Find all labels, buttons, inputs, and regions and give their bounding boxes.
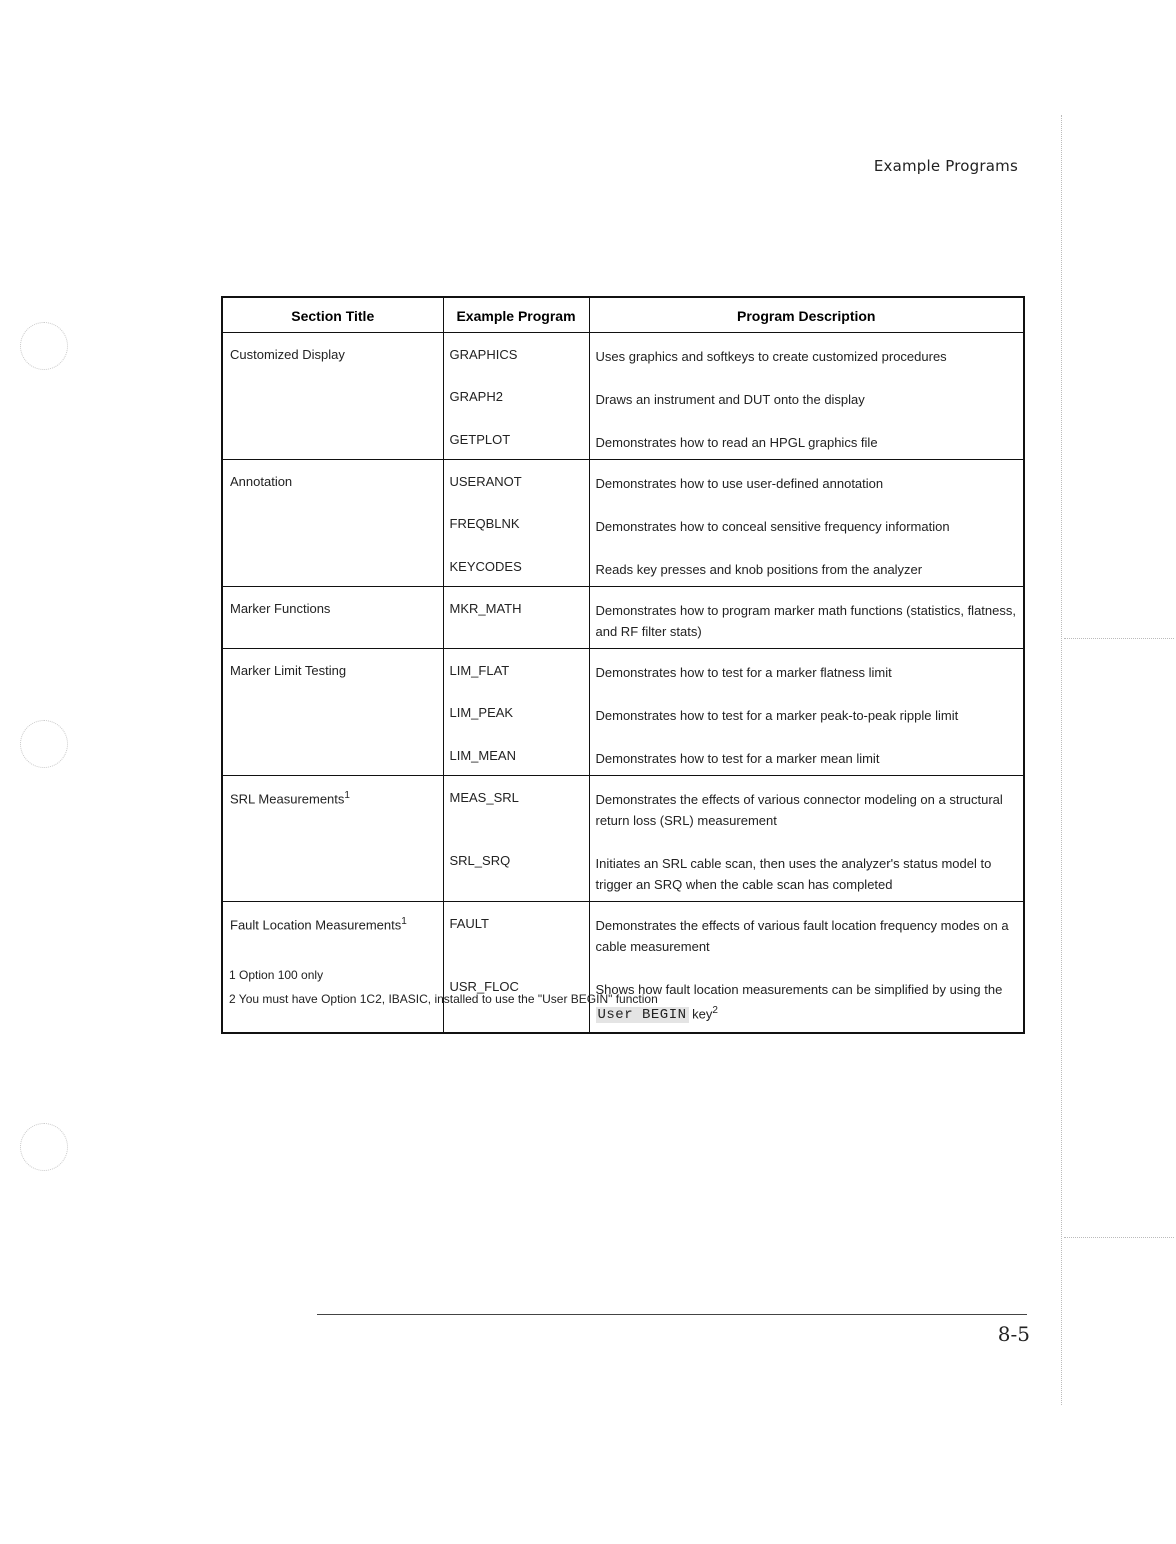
program-description: Demonstrates the effects of various connector modeling on a structural return loss (SRL) measurement [595,792,1003,828]
footnote-ref: 1 [344,790,350,801]
program-description: Reads key presses and knob positions from the analyzer [595,562,923,577]
section-cell [222,776,443,902]
program-name: USR_FLOC [443,965,589,1033]
footnote-ref: 2 [712,1005,718,1016]
program-name: MKR_MATH [443,587,589,649]
page-number: 8-5 [997,1322,1030,1346]
program-description: Demonstrates how to test for a marker mean limit [595,751,880,766]
table-group [222,649,1024,776]
program-description: Draws an instrument and DUT onto the display [595,392,865,407]
footnote: 1 Option 100 only [229,968,324,982]
program-name: GRAPH2 [443,375,589,418]
user-begin-key: User BEGIN [597,1007,687,1024]
program-description: Demonstrates how to use user-defined annotation [595,476,884,491]
section-cell [222,587,443,649]
binder-hole [20,322,68,370]
section-cell [222,649,443,776]
table-group [222,333,1024,460]
footnotes [229,968,658,1016]
table-row [222,776,1024,840]
footnote: 2 You must have Option 1C2, IBASIC, installed to use the "User BEGIN" function [229,992,658,1006]
section-title: Marker Limit Testing [230,663,347,678]
table-header-row [222,297,1024,333]
table-group [222,776,1024,902]
table-group [222,460,1024,587]
section-title: Annotation [230,474,293,489]
program-description: Shows how fault location measurements can be simplified by using the [595,982,1003,997]
program-name: MEAS_SRL [443,776,589,840]
program-description: Uses graphics and softkeys to create customized procedures [595,349,947,364]
program-description: Demonstrates how to conceal sensitive frequency information [595,519,950,534]
program-description: Demonstrates how to test for a marker peak-to-peak ripple limit [595,708,959,723]
header-example-program: Example Program [443,297,589,333]
section-title: Fault Location Measurements [230,917,402,933]
header-section-title: Section Title [222,297,443,333]
program-name: LIM_PEAK [443,691,589,734]
program-description: Initiates an SRL cable scan, then uses the analyzer's status model to trigger an SRQ when the cable scan has completed [595,856,992,892]
program-name: GETPLOT [443,418,589,460]
binder-hole [20,720,68,768]
program-name: USERANOT [443,460,589,503]
section-cell [222,333,443,460]
program-name: LIM_MEAN [443,734,589,776]
binder-hole [20,1123,68,1171]
section-cell [222,460,443,587]
program-name: FREQBLNK [443,502,589,545]
edge-dotted-mark [1064,638,1174,639]
table-row [222,649,1024,692]
header-program-description: Program Description [589,297,1024,333]
key-word: key [692,1006,713,1022]
footnote-ref: 1 [401,916,407,927]
program-description: Demonstrates the effects of various fault location frequency modes on a cable measurement [595,918,1009,954]
program-name: KEYCODES [443,545,589,587]
program-description: Demonstrates how to test for a marker flatness limit [595,665,892,680]
table-group [222,587,1024,649]
program-name: SRL_SRQ [443,839,589,902]
section-title: Customized Display [230,347,345,362]
edge-dotted-mark [1064,1237,1174,1238]
example-programs-table [221,296,1025,1034]
program-name: FAULT [443,902,589,966]
footer-rule [317,1314,1027,1315]
program-name: GRAPHICS [443,333,589,376]
program-description: Demonstrates how to read an HPGL graphics file [595,435,878,450]
program-description: Demonstrates how to program marker math functions (statistics, flatness, and RF filter stats) [595,603,1016,639]
page-edge-rule [1061,115,1062,1405]
running-header: Example Programs [873,157,1018,175]
table-row [222,902,1024,966]
table-row [222,587,1024,649]
section-title: SRL Measurements [230,791,345,807]
section-title: Marker Functions [230,601,331,616]
program-name: LIM_FLAT [443,649,589,692]
table-row [222,460,1024,503]
table-row [222,333,1024,376]
